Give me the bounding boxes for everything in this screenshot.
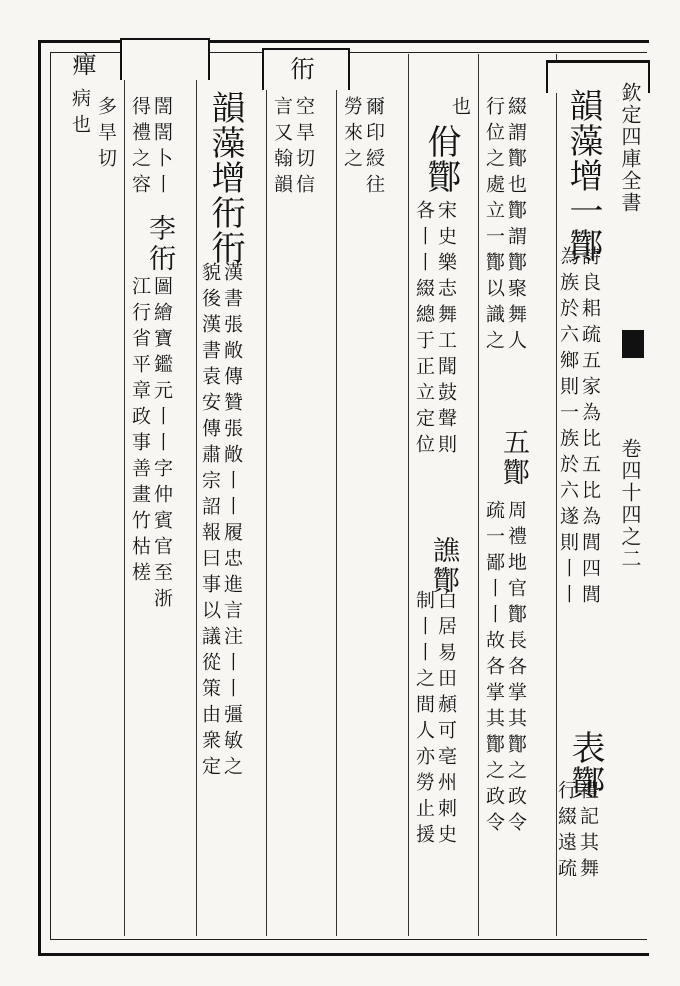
gloss-line: 行綴遠疏 bbox=[555, 780, 577, 884]
headword: 佾酇 bbox=[421, 124, 461, 194]
sub-headword: 李衎 bbox=[144, 214, 175, 274]
gloss-tail: 也 bbox=[449, 96, 471, 122]
gloss-line: 空旱切信 bbox=[293, 96, 315, 200]
gloss-line: 宋史樂志舞工聞鼓聲則 bbox=[435, 200, 457, 460]
gloss-line: 制丨丨之間人亦勞止援 bbox=[413, 590, 435, 850]
head-char-box bbox=[120, 38, 210, 80]
headword: 衎 bbox=[286, 56, 314, 82]
column-rule bbox=[478, 54, 479, 936]
headword: 癉 bbox=[68, 52, 96, 78]
gloss-line: 言又翰韻 bbox=[271, 96, 293, 200]
sub-headword: 五酇 bbox=[498, 428, 529, 488]
gloss-pair bbox=[130, 96, 171, 200]
gloss-line: 行位之處立一酇以識之 bbox=[483, 96, 505, 356]
gloss-line: 疏一鄙丨丨故各掌其酇之政令 bbox=[483, 500, 505, 838]
gloss-pair bbox=[130, 276, 171, 614]
headword: 韻藻增衎衎 bbox=[205, 90, 245, 265]
gloss-line: 白居易田頳可亳州刺史 bbox=[435, 590, 457, 850]
gloss-pair bbox=[556, 780, 597, 884]
gloss-line: 漢書張敞傳贊張敞丨丨履忠進言注丨丨彊敏之 bbox=[221, 262, 243, 782]
sub-headword: 表酇 bbox=[565, 730, 605, 800]
gloss-line: 詩良耜疏五家為比五比為閭四閭 bbox=[579, 246, 601, 610]
collection-title: 欽定四庫全書 bbox=[618, 82, 642, 214]
gloss-pair bbox=[414, 590, 455, 850]
gloss-line: 得禮之容 bbox=[129, 96, 151, 200]
gloss-line: 江行省平章政事善畫竹枯槎 bbox=[129, 276, 151, 588]
gloss-pair bbox=[558, 246, 599, 610]
column-rule bbox=[336, 54, 337, 936]
volume-label: 卷四十四之二 bbox=[618, 438, 642, 570]
headword: 韻藻增一酇 bbox=[563, 88, 603, 263]
gloss-line: 周禮地官酇長各掌其酇之政令 bbox=[505, 500, 527, 838]
sub-headword: 譙酇 bbox=[428, 536, 459, 596]
gloss-pair bbox=[484, 96, 525, 356]
gloss-line: 各丨丨綴總于正立定位 bbox=[413, 200, 435, 460]
gloss-line: 貌後漢書袁安傳肅宗詔報曰事以議從策由衆定 bbox=[199, 262, 221, 782]
column-rule bbox=[266, 54, 267, 936]
gloss-line: 勞來之 bbox=[341, 96, 363, 174]
gloss-pair bbox=[414, 200, 455, 460]
gloss-pair bbox=[484, 500, 525, 838]
gloss-line: 病也 bbox=[69, 88, 91, 140]
column-rule bbox=[408, 54, 409, 936]
column-rule bbox=[124, 54, 125, 936]
gloss-line: 誾誾卜丨 bbox=[151, 96, 173, 200]
gloss-line: 禮記其舞 bbox=[577, 780, 599, 884]
gloss-line: 爾印綬往 bbox=[363, 96, 385, 200]
gloss-line: 多旱切 bbox=[95, 96, 117, 174]
column-rule bbox=[196, 54, 197, 936]
gloss-line: 為族於六鄉則一族於六遂則丨丨 bbox=[557, 246, 579, 610]
gloss-line: 綴謂酇也酇謂酇聚舞人 bbox=[505, 96, 527, 356]
gloss-pair bbox=[342, 96, 383, 200]
gloss-pair bbox=[200, 262, 241, 782]
fishtail-mark bbox=[622, 330, 644, 358]
gloss-pair bbox=[272, 96, 313, 200]
gloss-line: 圖繪寶鑑元丨丨字仲賓官至浙 bbox=[151, 276, 173, 614]
